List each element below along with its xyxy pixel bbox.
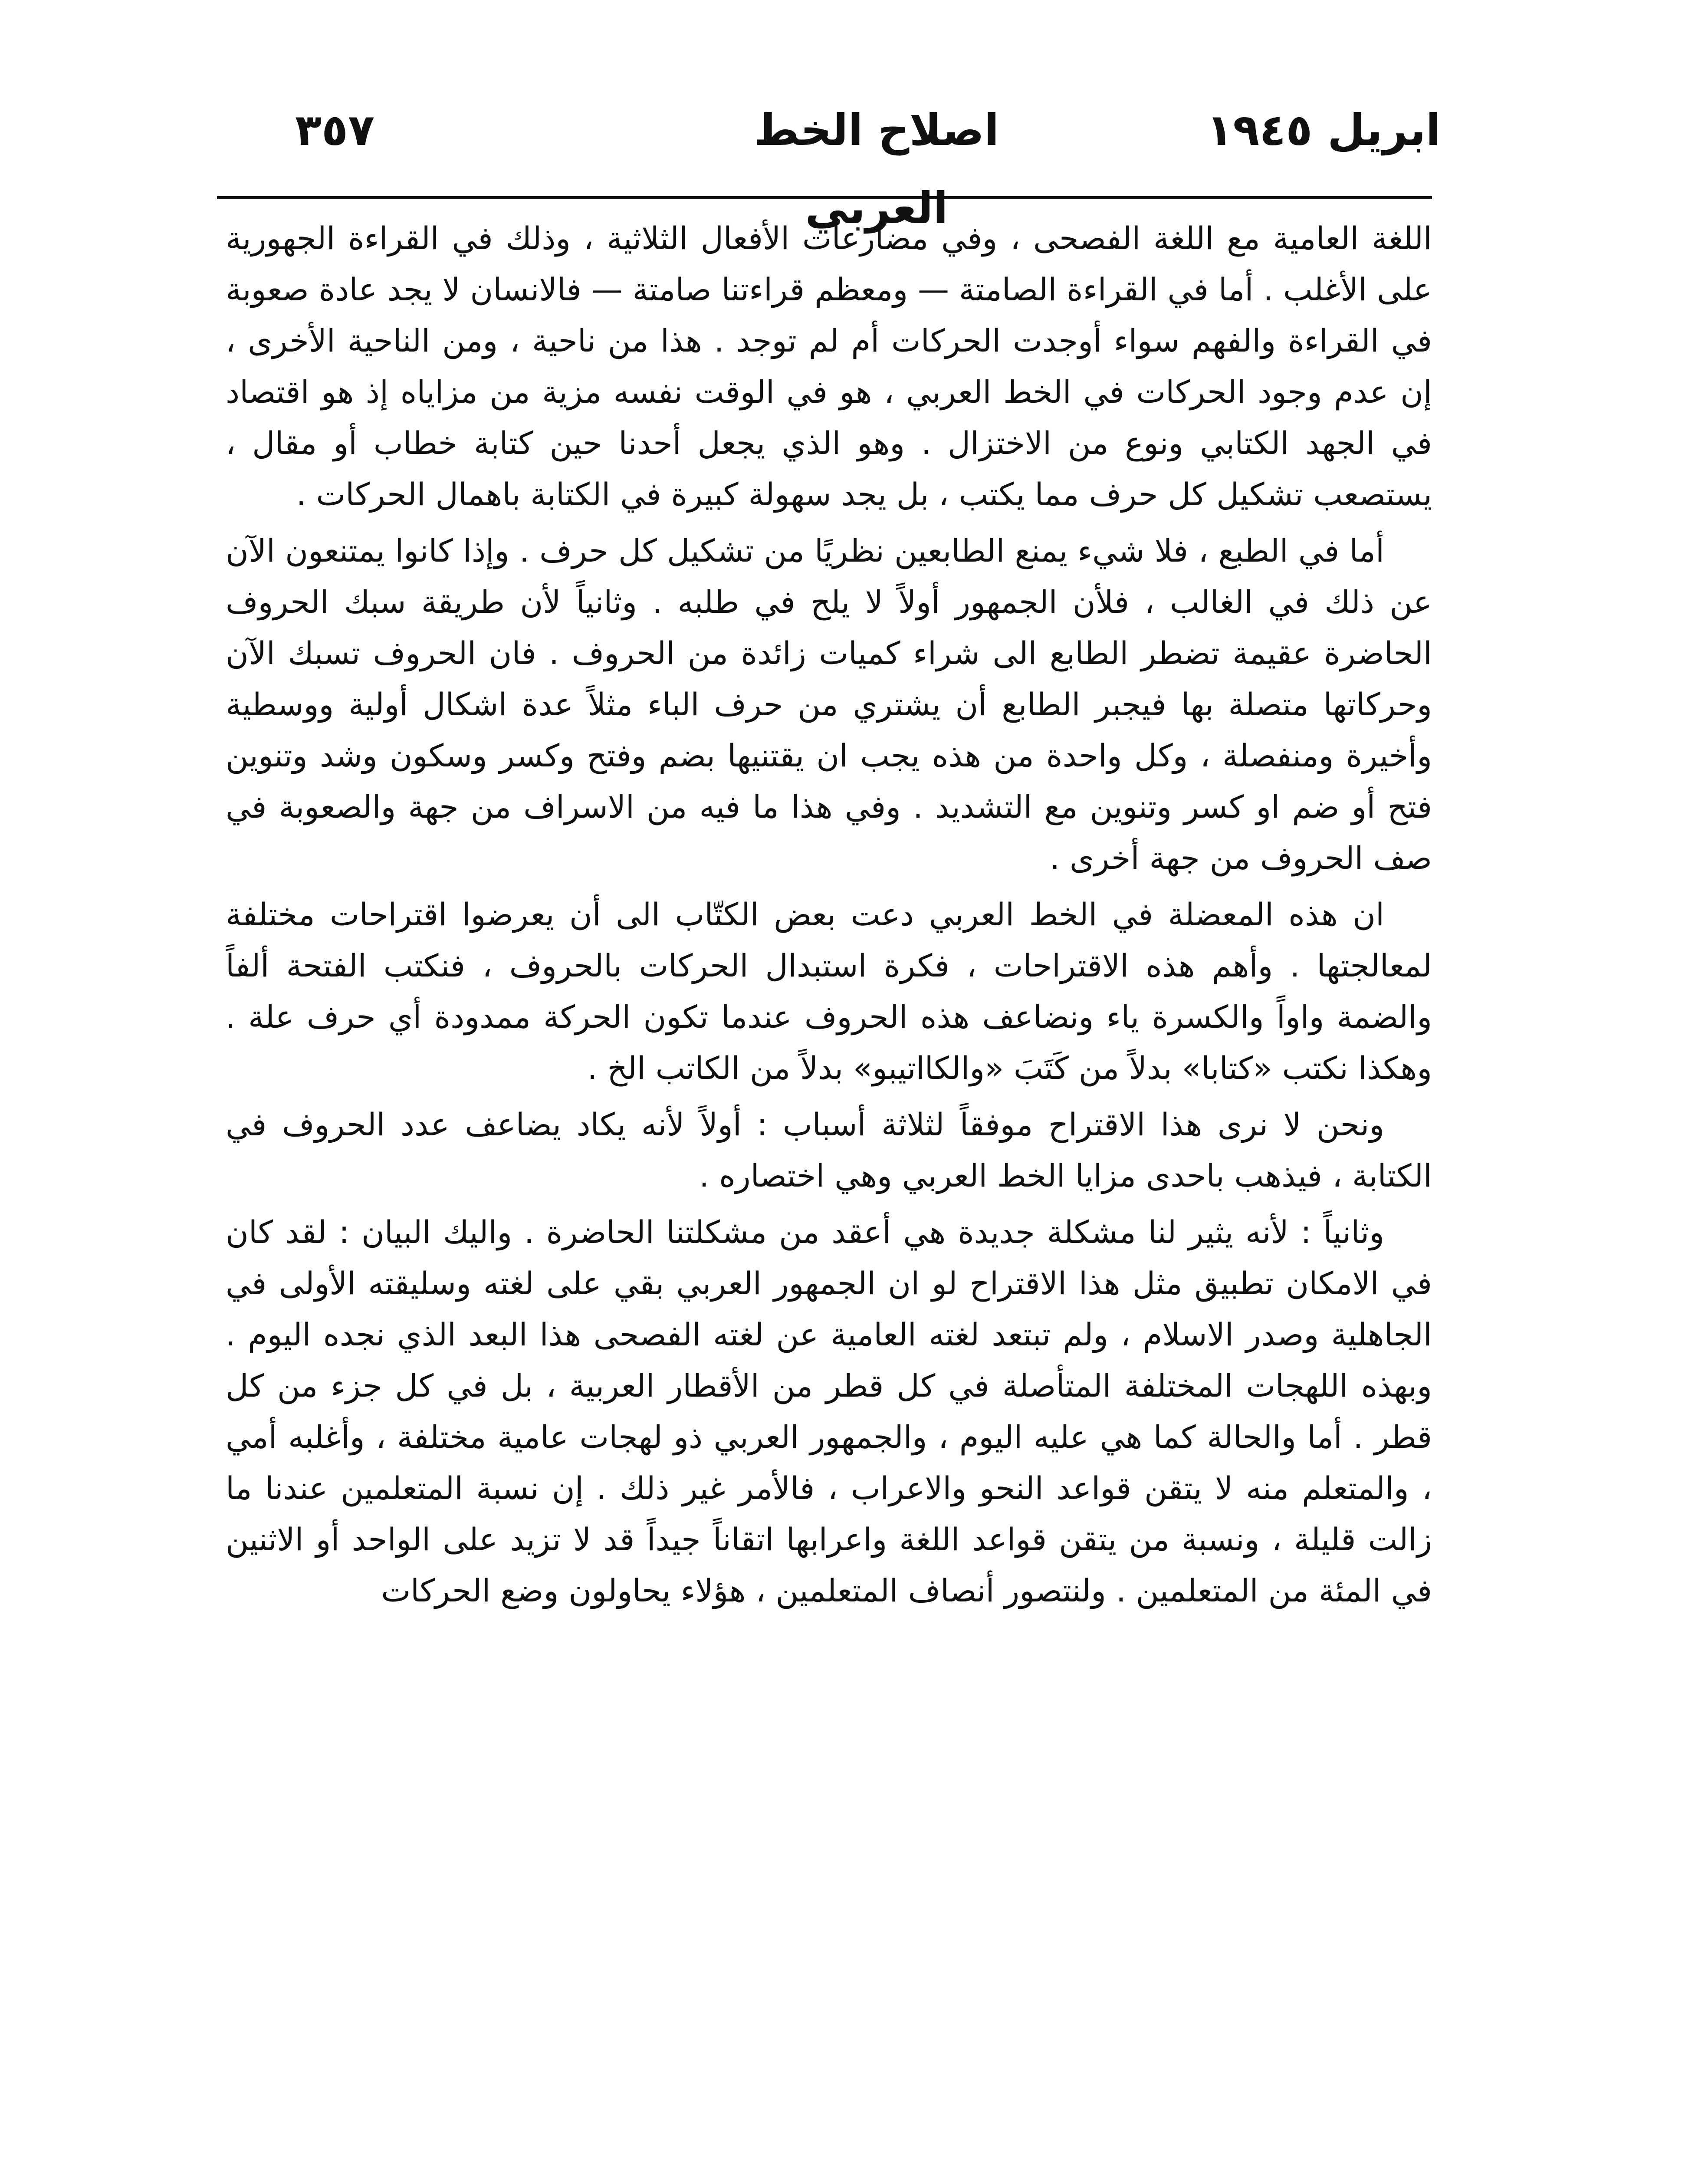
article-body (226, 213, 1432, 2170)
paragraph-3: ان هذه المعضلة في الخط العربي دعت بعض الكتّاب الى أن يعرضوا اقتراحات مختلفة لمعالجتها . وأهم هذه الاقتراحات ، فكرة استبدال الحركات بالحروف ، فنكتب الفتحة ألفاً والضمة واواً والكسرة ياء ونضاعف هذه الحروف عندما تكون الحركة ممدودة أي حرف علة . وهكذا نكتب «كتابا» بدلاً من كَتَبَ «والكااتيبو» بدلاً من الكاتب الخ . (226, 896, 1432, 1086)
paragraph-1: اللغة العامية مع اللغة الفصحى ، وفي مضارعات الأفعال الثلاثية ، وذلك في القراءة الجهورية على الأغلب . أما في القراءة الصامتة — ومعظم قراءتنا صامتة — فالانسان لا يجد عادة صعوبة في القراءة والفهم سواء أوجدت الحركات أم لم توجد . هذا من ناحية ، ومن الناحية الأخرى ، إن عدم وجود الحركات في الخط العربي ، هو في الوقت نفسه مزية من مزاياه إذ هو اقتصاد في الجهد الكتابي ونوع من الاختزال . وهو الذي يجعل أحدنا حين كتابة خطاب أو مقال ، يستصعب تشكيل كل حرف مما يكتب ، بل يجد سهولة كبيرة في الكتابة باهمال الحركات . (226, 220, 1432, 513)
running-header (0, 91, 1708, 233)
paragraph-4: ونحن لا نرى هذا الاقتراح موفقاً لثلاثة أسباب : أولاً لأنه يكاد يضاعف عدد الحروف في الكتابة ، فيذهب باحدى مزايا الخط العربي وهي اختصاره . (226, 1106, 1432, 1194)
header-rule (217, 196, 1432, 199)
running-title: اصلاح الخط العربي (754, 105, 999, 233)
paragraph-2: أما في الطبع ، فلا شيء يمنع الطابعين نظريًا من تشكيل كل حرف . وإذا كانوا يمتنعون الآن عن ذلك في الغالب ، فلأن الجمهور أولاً لا يلح في طلبه . وثانياً لأن طريقة سبك الحروف الحاضرة عقيمة تضطر الطابع الى شراء كميات زائدة من الحروف . فان الحروف تسبك الآن وحركاتها متصلة بها فيجبر الطابع أن يشتري من حرف الباء مثلاً عدة اشكال أولية ووسطية وأخيرة ومنفصلة ، وكل واحدة من هذه يجب ان يقتنيها بضم وفتح وكسر وسكون وشد وتنوين فتح أو ضم او كسر وتنوين مع التشديد . وفي هذا ما فيه من الاسراف من جهة والصعوبة في صف الحروف من جهة أخرى . (226, 533, 1432, 876)
page-number: ٣٥٧ (295, 105, 375, 155)
paragraph-5: وثانياً : لأنه يثير لنا مشكلة جديدة هي أعقد من مشكلتنا الحاضرة . واليك البيان : لقد كان في الامكان تطبيق مثل هذا الاقتراح لو ان الجمهور العربي بقي على لغته وسليقته الأولى في الجاهلية وصدر الاسلام ، ولم تبتعد لغته العامية عن لغته الفصحى هذا البعد الذي نجده اليوم . وبهذه اللهجات المختلفة المتأصلة في كل قطر من الأقطار العربية ، بل في كل جزء من كل قطر . أما والحالة كما هي عليه اليوم ، والجمهور العربي ذو لهجات عامية مختلفة ، وأغلبه أمي ، والمتعلم منه لا يتقن قواعد النحو والاعراب ، فالأمر غير ذلك . إن نسبة المتعلمين عندنا ما زالت قليلة ، ونسبة من يتقن قواعد اللغة واعرابها اتقاناً جيداً قد لا تزيد على الواحد أو الاثنين في المئة من المتعلمين . ولنتصور أنصاف المتعلمين ، هؤلاء يحاولون وضع الحركات (226, 1214, 1432, 1609)
issue-date: ابريل ١٩٤٥ (1206, 105, 1441, 155)
